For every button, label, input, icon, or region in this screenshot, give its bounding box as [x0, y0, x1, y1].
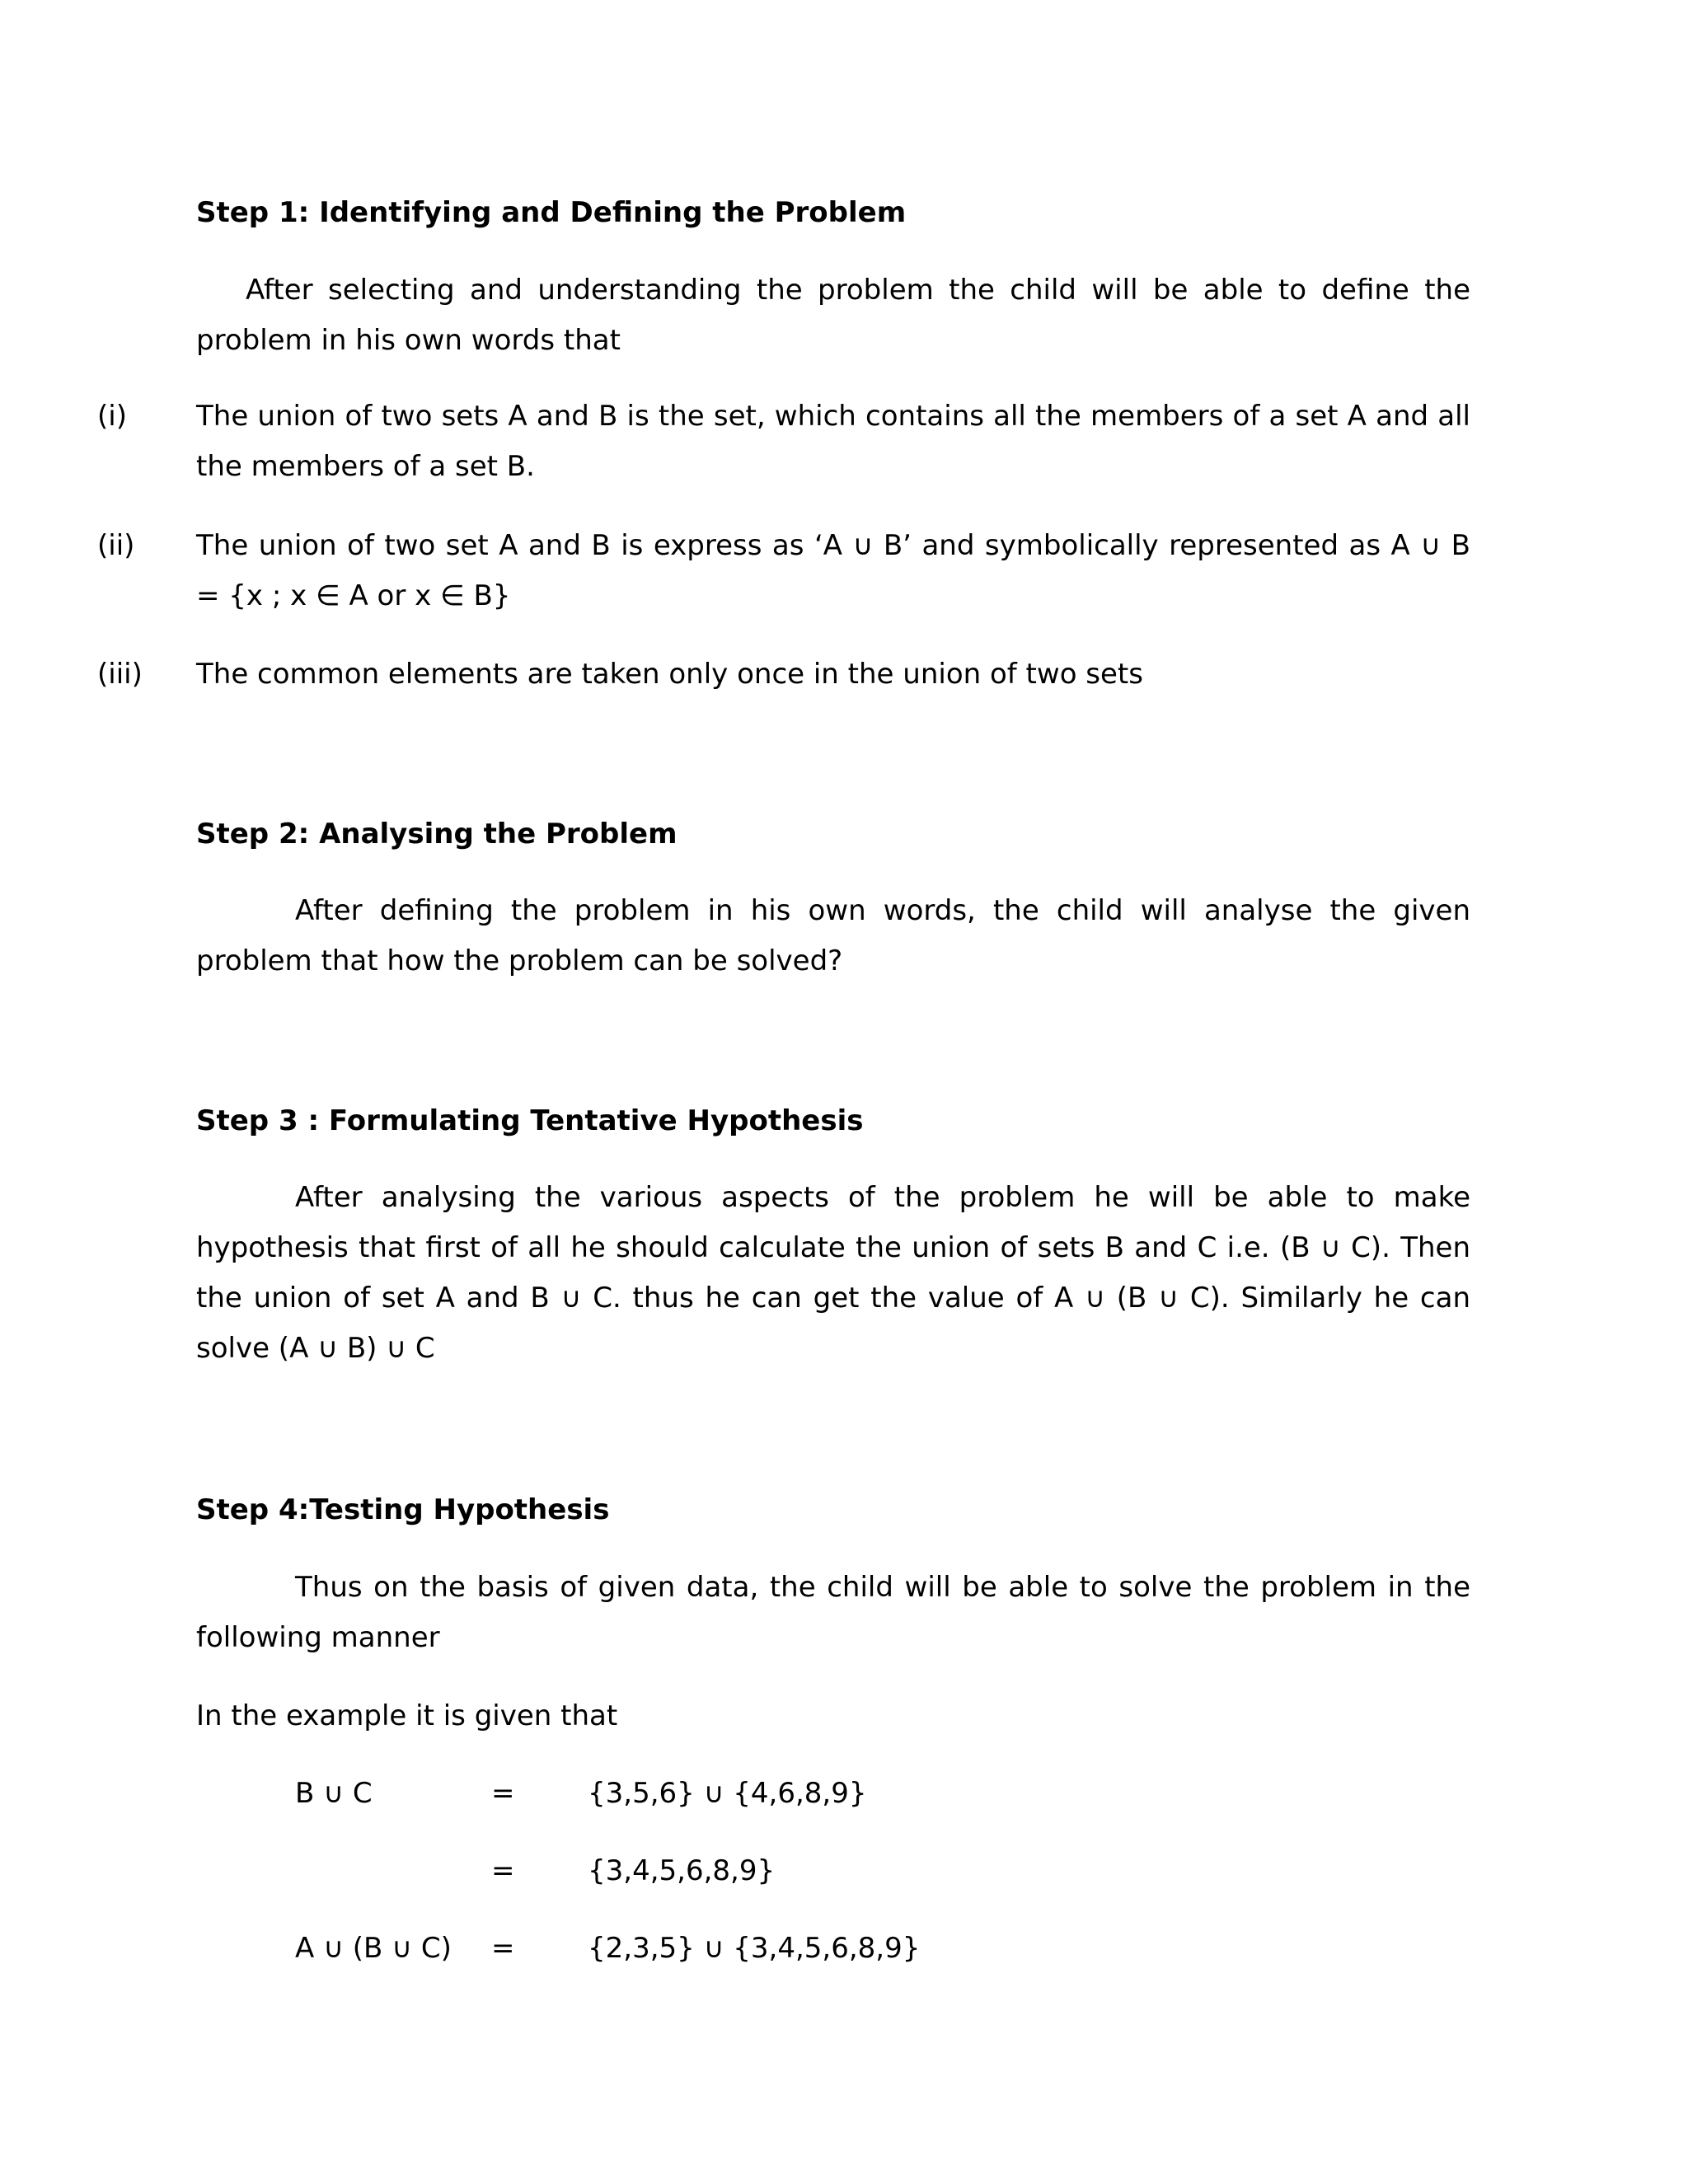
step3-paragraph: After analysing the various aspects of the problem he will be able to make hypothesis that first of all he should calculate the union of sets B and C i.e. (B ∪ C). Then the union of set A and B ∪ C. thus he can get the value of A ∪ (B ∪ C). Similarly he can solve (A ∪ B) ∪ C [196, 1181, 1470, 1365]
equation-rhs: {2,3,5} ∪ {3,4,5,6,8,9} [588, 1932, 921, 1965]
list-item-label: (i) [97, 400, 127, 433]
equation-row [0, 1924, 1688, 1974]
equation-operator: = [491, 1777, 515, 1810]
step1-heading: Step 1: Identifying and Defining the Problem [196, 196, 907, 229]
equation-row [0, 1846, 1688, 1896]
equation-row [0, 1769, 1688, 1819]
step4-heading: Step 4:Testing Hypothesis [196, 1493, 610, 1526]
list-item-text: The union of two set A and B is express as ‘A ∪ B’ and symbolically represented as A ∪ B = {x ; x ∈ A or x ∈ B} [196, 529, 1470, 612]
step4-paragraph: Thus on the basis of given data, the child will be able to solve the problem in the following manner [196, 1571, 1470, 1654]
list-item-label: (iii) [97, 658, 143, 691]
list-item-label: (ii) [97, 529, 135, 562]
equation-lhs: A ∪ (B ∪ C) [295, 1932, 452, 1965]
equation-rhs: {3,4,5,6,8,9} [588, 1854, 776, 1887]
step2-paragraph: After defining the problem in his own words, the child will analyse the given problem that how the problem can be solved? [196, 894, 1470, 977]
list-item-text: The union of two sets A and B is the set, which contains all the members of a set A and all the members of a set B. [196, 400, 1470, 483]
step3-heading: Step 3 : Formulating Tentative Hypothesis [196, 1104, 864, 1137]
step1-intro-paragraph: After selecting and understanding the problem the child will be able to define the problem in his own words that [196, 274, 1470, 357]
equation-rhs: {3,5,6} ∪ {4,6,8,9} [588, 1777, 867, 1810]
equation-operator: = [491, 1932, 515, 1965]
step2-heading: Step 2: Analysing the Problem [196, 818, 678, 851]
example-intro: In the example it is given that [196, 1699, 618, 1732]
list-item-text: The common elements are taken only once in the union of two sets [196, 658, 1143, 691]
equation-lhs: B ∪ C [295, 1777, 373, 1810]
equation-operator: = [491, 1854, 515, 1887]
